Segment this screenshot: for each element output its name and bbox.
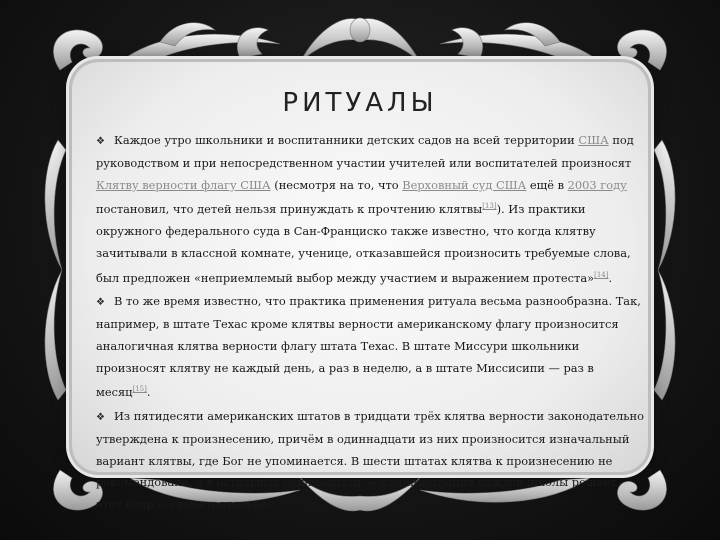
diamond-bullet-icon: ❖ — [96, 297, 105, 309]
bullet-paragraph — [96, 406, 644, 516]
body-text: . — [146, 385, 151, 400]
body-text: . — [608, 270, 613, 285]
hyperlink[interactable]: Верховный суд США — [402, 177, 527, 192]
slide-body — [96, 130, 644, 518]
footnote-link[interactable]: [14] — [594, 270, 609, 279]
body-text: ). Из практики окружного федерального суда в Сан-Франциско также известно, что когда клятву зачитывали в классной комнате, ученице, отказавшейся произносить требуемые слова, был предложен «неприемлемый выбор между участием и выражением протеста» — [96, 202, 631, 285]
diamond-bullet-icon: ❖ — [96, 411, 105, 423]
body-text: ещё в — [526, 177, 568, 192]
slide-title: РИТУАЛЫ — [282, 88, 438, 118]
hyperlink[interactable]: 2003 году — [567, 177, 627, 192]
footnote-link[interactable]: [15] — [132, 385, 147, 394]
footnote-link[interactable]: [13] — [482, 202, 497, 211]
hyperlink[interactable]: Клятву верности флагу США — [96, 177, 271, 192]
bullet-paragraph — [96, 291, 644, 404]
body-text: постановил, что детей нельзя принуждать к прочтению клятвы — [96, 202, 483, 217]
body-text: В то же время известно, что практика применения ритуала весьма разнообразна. Так, например, в штате Техас кроме клятвы верности американскому флагу произносится аналогичная клятва верности флагу штата Техас. В штате Миссури школьники произносят клятву не каждый день, а раз в неделю, а в штате Миссисипи — раз в месяц — [96, 294, 641, 400]
hyperlink[interactable]: США — [578, 133, 609, 147]
diamond-bullet-icon: ❖ — [96, 136, 105, 147]
body-text: под руководством и при непосредственном участии учителей или воспитателей произносят — [96, 133, 634, 170]
body-text: Каждое утро школьники и воспитанники детских садов на всей территории — [114, 133, 579, 147]
body-text: (несмотря на то, что — [270, 177, 403, 192]
bullet-paragraph — [96, 130, 644, 289]
body-text: Из пятидесяти американских штатов в тридцати трёх клятва верности законодательно утверждена к произнесению, причём в одиннадцати из них произносится изначальный вариант клятвы, где Бог не упоминается. В шести штатах клятва к произнесению не рекомендована, а в остальных одиннадцати — администрация каждой школы решает этот вопрос самостоятельно. — [96, 408, 644, 512]
